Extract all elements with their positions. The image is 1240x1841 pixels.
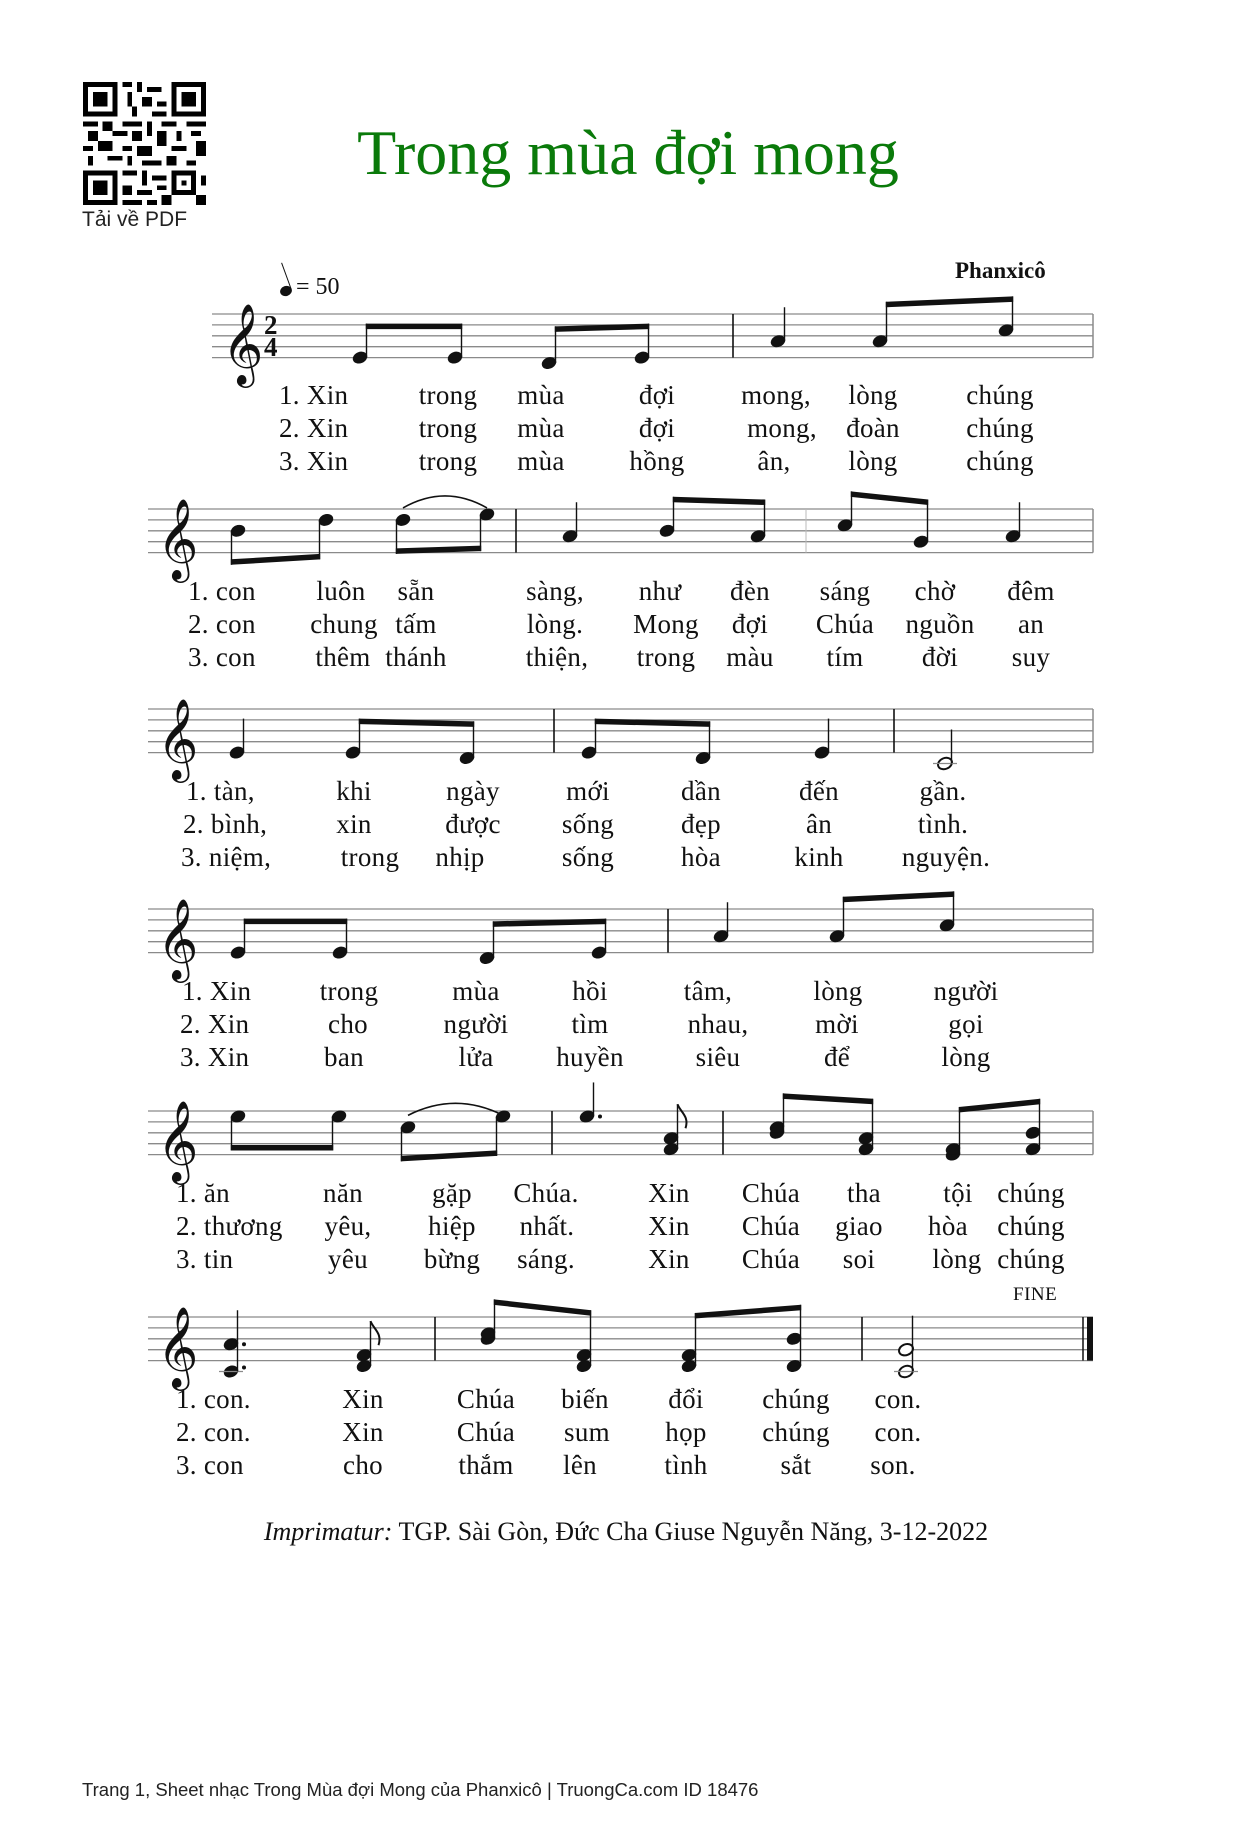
lyric-syllable: chúng bbox=[966, 380, 1034, 410]
fine-marking: FINE bbox=[1013, 1284, 1058, 1305]
lyric-syllable: sàng, bbox=[526, 576, 584, 606]
lyric-syllable: như bbox=[638, 576, 682, 606]
lyric-verse-3 bbox=[0, 1042, 1240, 1074]
page-footer: Trang 1, Sheet nhạc Trong Mùa đợi Mong của Phanxicô | TruongCa.com ID 18476 bbox=[82, 1779, 759, 1800]
lyric-syllable: sống bbox=[561, 809, 615, 839]
treble-clef-icon: 𝄞 bbox=[157, 897, 199, 980]
lyric-verse-1 bbox=[0, 380, 1240, 412]
lyric-syllable: 1. con bbox=[188, 576, 256, 606]
lyric-syllable: mời bbox=[815, 1009, 859, 1039]
tempo-marking bbox=[280, 274, 340, 301]
lyric-verse-1 bbox=[0, 1384, 1240, 1416]
lyric-syllable: chúng bbox=[997, 1178, 1065, 1208]
lyric-syllable: 3. con bbox=[188, 642, 256, 672]
lyric-syllable: lòng. bbox=[526, 609, 584, 639]
treble-clef-icon: 𝄞 bbox=[222, 302, 264, 385]
lyric-syllable: trong bbox=[418, 413, 478, 443]
lyric-syllable: nhịp bbox=[435, 842, 485, 872]
lyric-syllable: nhất. bbox=[519, 1211, 575, 1241]
lyric-syllable: Xin bbox=[648, 1244, 690, 1274]
lyric-verse-1 bbox=[0, 976, 1240, 1008]
lyric-syllable: 3. Xin bbox=[279, 446, 349, 476]
lyric-syllable: 2. con bbox=[188, 609, 256, 639]
lyric-syllable: 1. con. bbox=[176, 1384, 251, 1414]
lyric-syllable: để bbox=[823, 1042, 851, 1072]
lyric-syllable: ban bbox=[324, 1042, 364, 1072]
lyric-syllable: đèn bbox=[730, 576, 770, 606]
lyric-syllable: cho bbox=[328, 1009, 368, 1039]
lyric-syllable: 1. tàn, bbox=[186, 776, 255, 806]
lyric-syllable: chúng bbox=[966, 413, 1034, 443]
lyric-syllable: đời bbox=[921, 642, 959, 672]
lyric-syllable: 2. thương bbox=[176, 1211, 283, 1241]
lyric-syllable: soi bbox=[842, 1244, 876, 1274]
treble-clef-icon: 𝄞 bbox=[157, 1305, 199, 1388]
lyric-syllable: luôn bbox=[316, 576, 366, 606]
lyric-syllable: người bbox=[933, 976, 999, 1006]
lyric-syllable: hòa bbox=[681, 842, 721, 872]
lyric-syllable: hồng bbox=[629, 446, 685, 476]
lyric-syllable: tâm, bbox=[683, 976, 733, 1006]
lyric-syllable: đoàn bbox=[846, 413, 900, 443]
svg-text:2: 2 bbox=[264, 310, 278, 340]
lyric-syllable: sắt bbox=[780, 1450, 812, 1480]
lyric-syllable: đêm bbox=[1007, 576, 1055, 606]
imprimatur-text: TGP. Sài Gòn, Đức Cha Giuse Nguyễn Năng, 3-12-2022 bbox=[392, 1517, 989, 1546]
lyric-syllable: giao bbox=[835, 1211, 883, 1241]
lyric-syllable: lửa bbox=[458, 1042, 494, 1072]
lyric-syllable: tím bbox=[826, 642, 864, 672]
lyric-syllable: 3. con bbox=[176, 1450, 244, 1480]
lyric-syllable: chung bbox=[310, 609, 378, 639]
lyric-syllable: lòng bbox=[848, 380, 898, 410]
imprimatur-line bbox=[0, 1517, 1240, 1547]
treble-clef-icon: 𝄞 bbox=[157, 497, 199, 580]
lyric-syllable: chúng bbox=[997, 1211, 1065, 1241]
lyric-syllable: thêm bbox=[315, 642, 371, 672]
lyric-syllable: 2. Xin bbox=[180, 1009, 250, 1039]
lyric-syllable: gần. bbox=[919, 776, 967, 806]
lyric-verse-3 bbox=[0, 1244, 1240, 1276]
composer-name: Phanxicô bbox=[955, 258, 1046, 283]
lyric-syllable: mới bbox=[566, 776, 610, 806]
lyric-syllable: mong, bbox=[741, 380, 811, 410]
svg-text:4: 4 bbox=[264, 332, 278, 362]
lyric-syllable: Chúa bbox=[741, 1178, 801, 1208]
lyric-syllable: ân bbox=[805, 809, 833, 839]
lyric-syllable: nguyện. bbox=[901, 842, 991, 872]
lyric-verse-2 bbox=[0, 609, 1240, 641]
lyric-syllable: biến bbox=[561, 1384, 609, 1414]
lyric-syllable: gọi bbox=[948, 1009, 984, 1039]
lyric-syllable: trong bbox=[636, 642, 696, 672]
lyric-syllable: năn bbox=[323, 1178, 363, 1208]
lyric-syllable: thánh bbox=[385, 642, 447, 672]
lyric-syllable: chờ bbox=[914, 576, 956, 606]
lyric-syllable: đợi bbox=[638, 380, 676, 410]
lyric-syllable: tình bbox=[664, 1450, 708, 1480]
lyric-syllable: Mong bbox=[633, 609, 699, 639]
lyric-syllable: mong, bbox=[747, 413, 817, 443]
lyric-syllable: 3. niệm, bbox=[181, 842, 272, 872]
lyric-syllable: trong bbox=[418, 446, 478, 476]
lyric-syllable: mùa bbox=[517, 413, 565, 443]
lyric-syllable: tội bbox=[943, 1178, 973, 1208]
lyric-syllable: trong bbox=[418, 380, 478, 410]
lyric-syllable: nguồn bbox=[905, 609, 975, 639]
lyric-syllable: tìm bbox=[571, 1009, 609, 1039]
lyric-syllable: 2. Xin bbox=[279, 413, 349, 443]
lyric-syllable: yêu bbox=[328, 1244, 368, 1274]
tempo-value: = 50 bbox=[296, 274, 340, 300]
lyric-syllable: đợi bbox=[731, 609, 769, 639]
lyric-verse-1 bbox=[0, 1178, 1240, 1210]
lyric-syllable: tha bbox=[847, 1178, 881, 1208]
lyric-syllable: mùa bbox=[517, 380, 565, 410]
lyric-syllable: chúng bbox=[762, 1384, 830, 1414]
lyric-syllable: con. bbox=[874, 1417, 922, 1447]
lyric-syllable: sáng. bbox=[517, 1244, 575, 1274]
lyric-verse-3 bbox=[0, 446, 1240, 478]
lyric-syllable: gặp bbox=[432, 1178, 472, 1208]
lyric-syllable: 2. bình, bbox=[183, 809, 268, 839]
lyric-syllable: chúng bbox=[997, 1244, 1065, 1274]
lyric-verse-2 bbox=[0, 809, 1240, 841]
lyric-syllable: đến bbox=[799, 776, 839, 806]
lyric-syllable: dần bbox=[681, 776, 721, 806]
lyric-syllable: xin bbox=[336, 809, 372, 839]
download-pdf-link[interactable]: Tải về PDF bbox=[82, 208, 188, 231]
lyric-syllable: con. bbox=[874, 1384, 922, 1414]
lyric-syllable: bừng bbox=[423, 1244, 481, 1274]
lyric-syllable: Chúa bbox=[815, 609, 875, 639]
lyric-syllable: sống bbox=[561, 842, 615, 872]
lyric-syllable: người bbox=[443, 1009, 509, 1039]
lyric-syllable: lòng bbox=[813, 976, 863, 1006]
lyric-syllable: lòng bbox=[941, 1042, 991, 1072]
lyric-syllable: 2. con. bbox=[176, 1417, 251, 1447]
lyric-syllable: huyền bbox=[556, 1042, 624, 1072]
lyric-syllable: 3. tin bbox=[176, 1244, 234, 1274]
lyric-syllable: siêu bbox=[695, 1042, 741, 1072]
lyric-syllable: đẹp bbox=[681, 809, 721, 839]
lyric-syllable: yêu, bbox=[324, 1211, 372, 1241]
lyric-syllable: tấm bbox=[395, 609, 437, 639]
lyric-verse-3 bbox=[0, 642, 1240, 674]
lyric-syllable: Chúa bbox=[741, 1244, 801, 1274]
lyric-syllable: tình. bbox=[917, 809, 969, 839]
lyric-syllable: Xin bbox=[648, 1178, 690, 1208]
lyric-syllable: son. bbox=[870, 1450, 916, 1480]
lyric-syllable: kinh bbox=[794, 842, 844, 872]
lyric-syllable: hiệp bbox=[428, 1211, 476, 1241]
lyric-syllable: màu bbox=[726, 642, 774, 672]
lyric-syllable: mùa bbox=[452, 976, 500, 1006]
lyric-syllable: sum bbox=[564, 1417, 610, 1447]
lyric-verse-3 bbox=[0, 1450, 1240, 1482]
lyric-syllable: thắm bbox=[458, 1450, 514, 1480]
lyric-syllable: suy bbox=[1011, 642, 1051, 672]
lyric-verse-2 bbox=[0, 1211, 1240, 1243]
lyric-syllable: được bbox=[445, 809, 501, 839]
lyric-syllable: Xin bbox=[342, 1417, 384, 1447]
lyric-verse-1 bbox=[0, 576, 1240, 608]
lyric-syllable: ngày bbox=[446, 776, 500, 806]
lyric-syllable: 3. Xin bbox=[180, 1042, 250, 1072]
lyric-verse-3 bbox=[0, 842, 1240, 874]
lyric-syllable: thiện, bbox=[525, 642, 589, 672]
lyric-syllable: cho bbox=[343, 1450, 383, 1480]
lyric-syllable: hồi bbox=[572, 976, 608, 1006]
lyric-syllable: 1. Xin bbox=[279, 380, 349, 410]
song-title: Trong mùa đợi mong bbox=[357, 117, 899, 188]
lyric-syllable: mùa bbox=[517, 446, 565, 476]
lyric-syllable: an bbox=[1017, 609, 1045, 639]
treble-clef-icon: 𝄞 bbox=[157, 1099, 199, 1182]
lyric-syllable: nhau, bbox=[687, 1009, 749, 1039]
lyric-syllable: 1. ăn bbox=[176, 1178, 230, 1208]
lyric-syllable: Chúa bbox=[456, 1417, 516, 1447]
lyric-verse-2 bbox=[0, 413, 1240, 445]
lyric-syllable: lên bbox=[563, 1450, 597, 1480]
imprimatur-label: Imprimatur: bbox=[263, 1517, 393, 1546]
lyric-syllable: hòa bbox=[928, 1211, 968, 1241]
lyric-syllable: Xin bbox=[648, 1211, 690, 1241]
lyric-syllable: lòng bbox=[932, 1244, 982, 1274]
lyric-syllable: họp bbox=[665, 1417, 707, 1447]
lyric-syllable: chúng bbox=[762, 1417, 830, 1447]
lyric-syllable: sẵn bbox=[397, 576, 435, 606]
lyric-syllable: đợi bbox=[638, 413, 676, 443]
lyric-syllable: trong bbox=[319, 976, 379, 1006]
lyric-verse-2 bbox=[0, 1009, 1240, 1041]
lyric-syllable: đổi bbox=[668, 1384, 704, 1414]
quarter-note-icon bbox=[279, 284, 294, 298]
lyric-syllable: lòng bbox=[848, 446, 898, 476]
lyric-syllable: Chúa bbox=[456, 1384, 516, 1414]
lyric-syllable: trong bbox=[340, 842, 400, 872]
treble-clef-icon: 𝄞 bbox=[157, 697, 199, 780]
lyric-verse-1 bbox=[0, 776, 1240, 808]
lyric-syllable: chúng bbox=[966, 446, 1034, 476]
lyric-verse-2 bbox=[0, 1417, 1240, 1449]
lyric-syllable: Chúa. bbox=[513, 1178, 579, 1208]
lyric-syllable: Chúa bbox=[741, 1211, 801, 1241]
lyric-syllable: 1. Xin bbox=[182, 976, 252, 1006]
lyric-syllable: Xin bbox=[342, 1384, 384, 1414]
lyric-syllable: khi bbox=[336, 776, 372, 806]
lyric-syllable: ân, bbox=[757, 446, 791, 476]
lyric-syllable: sáng bbox=[819, 576, 871, 606]
